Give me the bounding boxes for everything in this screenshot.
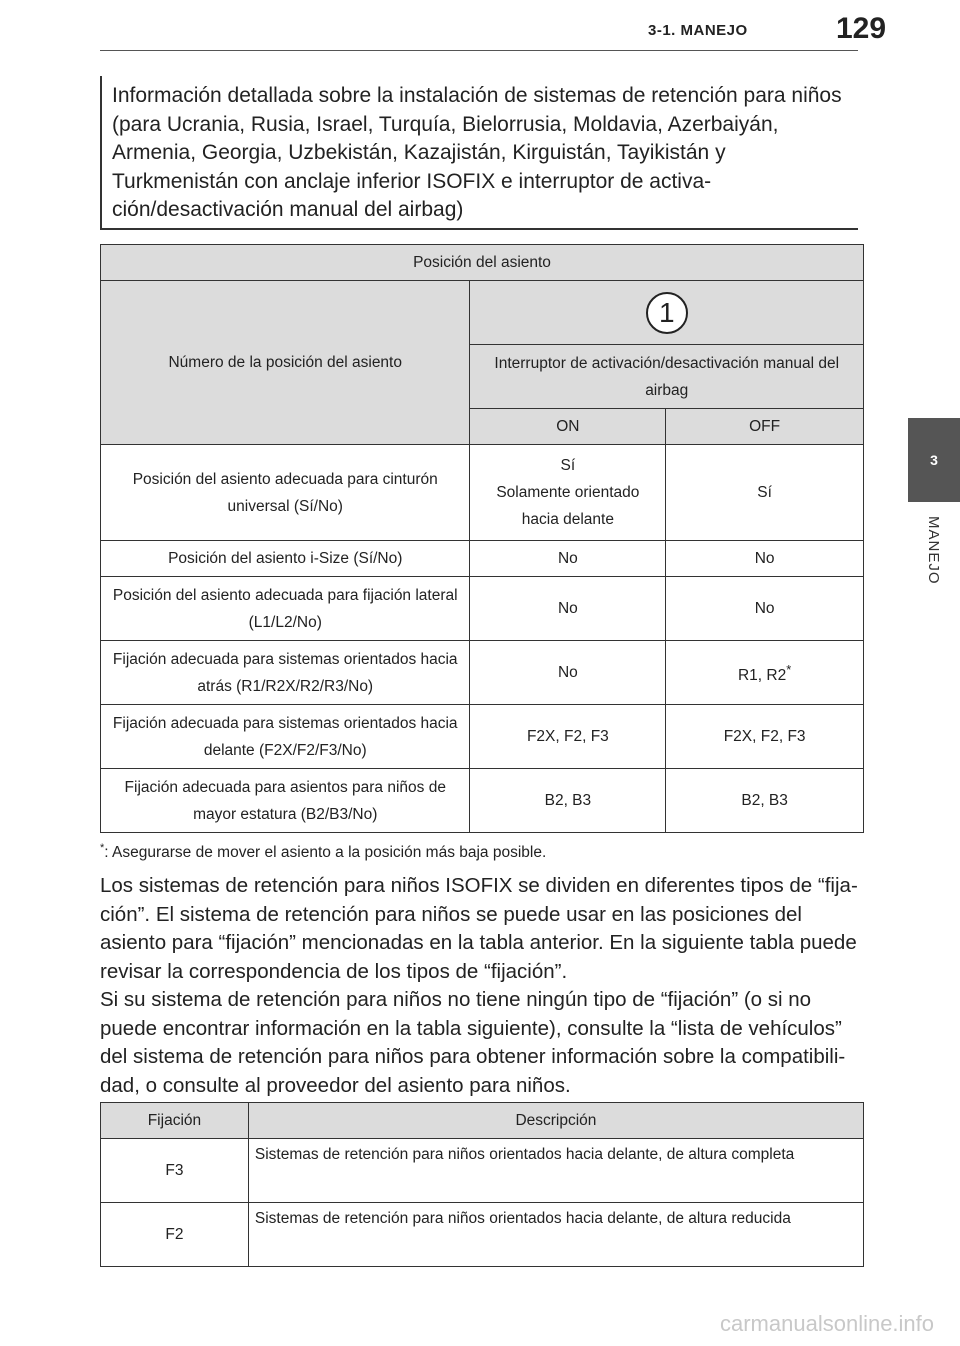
cell-off: B2, B3 [666, 769, 864, 833]
row-label: Posición del asiento adecuada para cinturón universal (Sí/No) [101, 445, 470, 541]
cell-off: No [666, 577, 864, 641]
fixation-description: Sistemas de retención para niños orientados hacia delante, de altura completa [248, 1139, 863, 1203]
body-text [100, 872, 860, 1100]
header-rule [100, 50, 858, 51]
on-header: ON [470, 409, 666, 445]
header-fixation: Fijación [101, 1103, 249, 1139]
watermark: carmanualsonline.info [720, 1311, 935, 1336]
seat-position-table [100, 244, 864, 833]
page-header-section: 3-1. MANEJO [648, 22, 748, 39]
footnote [100, 842, 546, 862]
footnote-marker: * [786, 661, 792, 677]
fixation-code: F3 [101, 1139, 249, 1203]
row-header-seat-number: Número de la posición del asiento [101, 281, 470, 445]
chapter-label: MANEJO [925, 516, 942, 585]
cell-off: F2X, F2, F3 [666, 705, 864, 769]
row-label: Fijación adecuada para asientos para niños de mayor estatura (B2/B3/No) [101, 769, 470, 833]
footnote-text: : Asegurarse de mover el asiento a la posición más baja posible. [104, 844, 547, 862]
cell-on: No [470, 641, 666, 705]
table-row [101, 705, 864, 769]
table-row [101, 577, 864, 641]
table-row [101, 1139, 864, 1203]
info-box-heading: Información detallada sobre la instalación de sistemas de retención para niños (para Ucrania, Rusia, Israel, Turquía, Bielorrusia, Moldavia, Azerbaiyán, Armenia, Georgia, Uzbekistán, Kazajistán, Kirguistán, Tayikistán y Turkmenistán con anclaje inferior ISOFIX e interruptor de activación/desactivación manual del airbag) [100, 76, 858, 230]
seat-number-icon: 1 [646, 292, 688, 334]
cell-off: No [666, 541, 864, 577]
cell-on: B2, B3 [470, 769, 666, 833]
row-label: Posición del asiento i-Size (Sí/No) [101, 541, 470, 577]
cell-on: F2X, F2, F3 [470, 705, 666, 769]
table-row [101, 769, 864, 833]
airbag-switch-header: Interruptor de activación/desactivación manual del airbag [470, 345, 864, 409]
off-header: OFF [666, 409, 864, 445]
chapter-number: 3 [930, 452, 938, 468]
row-label: Posición del asiento adecuada para fijación lateral (L1/L2/No) [101, 577, 470, 641]
table-row [101, 541, 864, 577]
cell-on: No [470, 541, 666, 577]
table-row [101, 1203, 864, 1267]
page-number: 129 [836, 12, 887, 45]
cell-on: Sí [560, 457, 576, 474]
fixation-description: Sistemas de retención para niños orientados hacia delante, de altura reducida [248, 1203, 863, 1267]
paragraph: Los sistemas de retención para niños ISOFIX se dividen en diferentes tipos de “fijación”. El sistema de retención para niños se puede usar en las posiciones del asiento para “fijación” mencionadas en la tabla anterior. En la siguiente tabla puede revisar la correspondencia de los tipos de “fijación”. [100, 874, 858, 983]
fixation-table [100, 1102, 864, 1267]
header-description: Descripción [248, 1103, 863, 1139]
table-row [101, 641, 864, 705]
footnote-mark: * [100, 842, 105, 854]
chapter-tab [908, 418, 960, 502]
row-label: Fijación adecuada para sistemas orientados hacia delante (F2X/F2/F3/No) [101, 705, 470, 769]
cell-off: Sí [666, 445, 864, 541]
cell-on-note: Solamente orientado hacia delante [496, 484, 640, 528]
table-row [101, 445, 864, 541]
row-label: Fijación adecuada para sistemas orientados hacia atrás (R1/R2X/R2/R3/No) [101, 641, 470, 705]
paragraph: Si su sistema de retención para niños no tiene ningún tipo de “fijación” (o si no puede encontrar información en la tabla siguiente), consulte la “lista de vehículos” del sistema de retención para niños para obtener información sobre la compatibilidad, o consulte al proveedor del asiento para niños. [100, 988, 846, 1097]
fixation-code: F2 [101, 1203, 249, 1267]
cell-on: No [470, 577, 666, 641]
table-title: Posición del asiento [101, 245, 864, 281]
cell-off: R1, R2 [737, 667, 787, 685]
